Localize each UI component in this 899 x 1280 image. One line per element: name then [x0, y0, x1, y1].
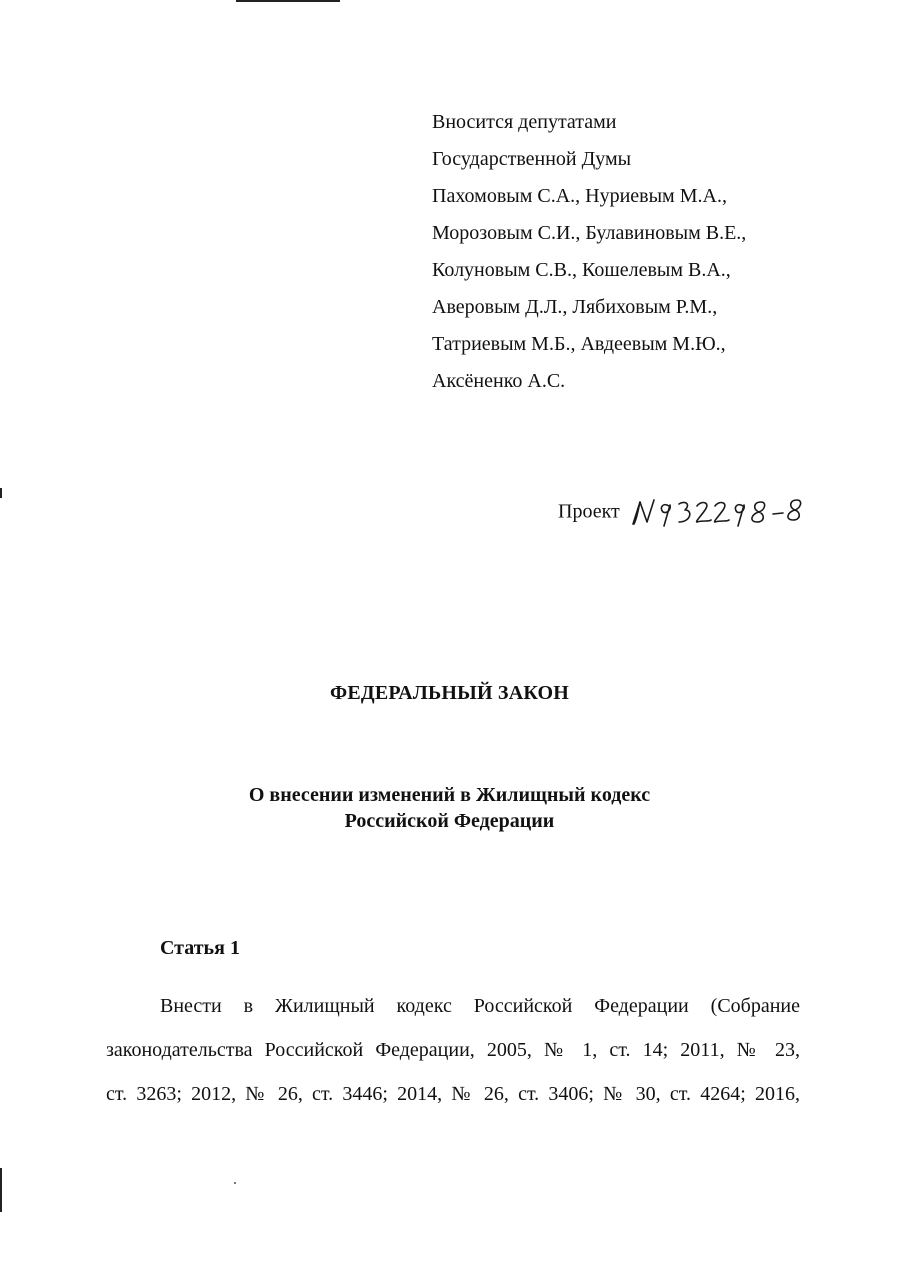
submitters-line: Вносится депутатами: [432, 111, 617, 133]
project-number: [558, 494, 809, 530]
article-text-line: ст. 3263; 2012, № 26, ст. 3446; 2014, № 26, ст. 3406; № 30, ст. 4264; 2016,: [106, 1083, 800, 1105]
handwritten-number-signature: [631, 494, 809, 530]
submitters-block: [432, 104, 872, 400]
law-title: [0, 782, 899, 834]
article-body: [106, 984, 800, 1116]
article-heading: Статья 1: [160, 937, 240, 959]
law-title-line: Российской Федерации: [344, 810, 555, 832]
law-type-heading: ФЕДЕРАЛЬНЫЙ ЗАКОН: [329, 682, 570, 704]
article-text-line: законодательства Российской Федерации, 2005, № 1, ст. 14; 2011, № 23,: [106, 1039, 800, 1061]
scan-artifact-dot: [234, 1182, 236, 1184]
submitters-line: Морозовым С.И., Булавиновым В.Е.,: [432, 222, 747, 244]
submitters-line: Аксёненко А.С.: [432, 370, 566, 392]
scan-artifact-left-edge-line: [0, 1168, 2, 1212]
handwritten-project-number: [631, 494, 809, 530]
law-title-line: О внесении изменений в Жилищный кодекс: [248, 784, 651, 806]
scan-artifact-left-edge-mark: [0, 488, 2, 498]
submitters-line: Колуновым С.В., Кошелевым В.А.,: [432, 259, 731, 281]
article-text-line: Внести в Жилищный кодекс Российской Федерации (Собрание: [160, 995, 800, 1017]
submitters-line: Аверовым Д.Л., Лябиховым Р.М.,: [432, 296, 718, 318]
project-label: Проект: [558, 500, 620, 523]
submitters-line: Пахомовым С.А., Нуриевым М.А.,: [432, 185, 727, 207]
scan-artifact-top-line: [236, 0, 340, 2]
submitters-line: Татриевым М.Б., Авдеевым М.Ю.,: [432, 333, 726, 355]
submitters-line: Государственной Думы: [432, 148, 632, 170]
